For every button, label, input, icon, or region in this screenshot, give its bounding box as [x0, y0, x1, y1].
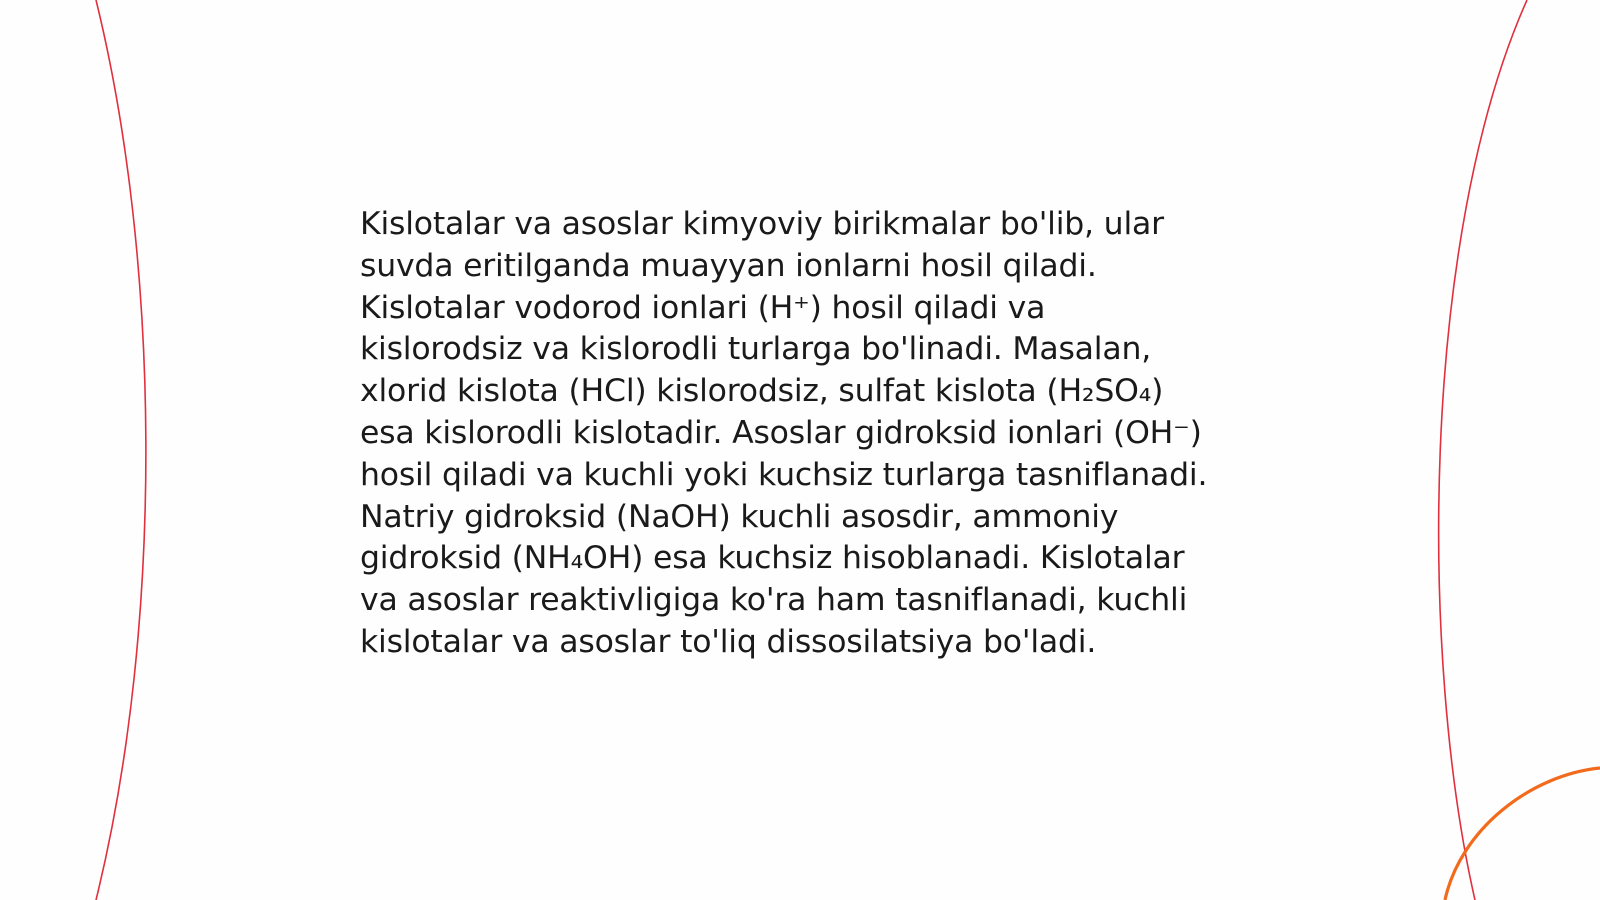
paragraph-line: suvda eritilganda muayyan ionlarni hosil qiladi.	[360, 247, 1097, 284]
paragraph-line: hosil qiladi va kuchli yoki kuchsiz turlarga tasniflanadi.	[360, 456, 1208, 493]
paragraph-line: va asoslar reaktivligiga ko'ra ham tasniflanadi, kuchli	[360, 582, 1188, 619]
paragraph-line: kislotalar va asoslar to'liq dissosilatsiya bo'ladi.	[360, 623, 1097, 660]
paragraph-line: kislorodsiz va kislorodli turlarga bo'linadi. Masalan,	[360, 331, 1152, 368]
paragraph-line: Kislotalar va asoslar kimyoviy birikmalar bo'lib, ular	[360, 206, 1164, 242]
corner-orange-arc	[1445, 768, 1600, 900]
left-arc	[96, 0, 146, 900]
paragraph-line: Natriy gidroksid (NaOH) kuchli asosdir, ammoniy	[360, 498, 1119, 535]
paragraph-line: gidroksid (NH₄OH) esa kuchsiz hisoblanadi. Kislotalar	[360, 540, 1185, 577]
paragraph-line: esa kislorodli kislotadir. Asoslar gidroksid ionlari (OH⁻)	[360, 414, 1202, 451]
paragraph-line: xlorid kislota (HCl) kislorodsiz, sulfat kislota (H₂SO₄)	[360, 373, 1164, 410]
body-paragraph	[360, 204, 1260, 664]
paragraph-line: Kislotalar vodorod ionlari (H⁺) hosil qiladi va	[360, 289, 1046, 326]
right-arc	[1439, 0, 1527, 900]
